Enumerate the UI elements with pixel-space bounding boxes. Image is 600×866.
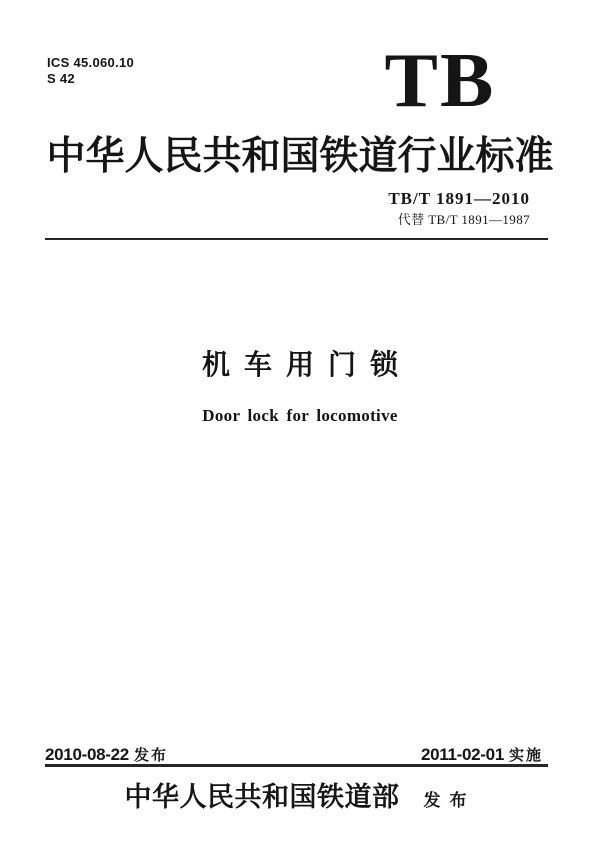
ics-code: ICS 45.060.10	[47, 55, 135, 70]
issue-label: 发布	[133, 747, 168, 764]
document-title-chinese: 机车用门锁	[201, 350, 412, 381]
dates-row	[45, 744, 543, 765]
standard-number: TB/T 1891—2010	[388, 189, 530, 208]
bottom-divider-rule	[45, 764, 548, 767]
top-divider-rule	[45, 238, 548, 240]
issue-date-line	[45, 744, 168, 765]
classification-codes	[47, 55, 134, 87]
issue-date: 2010-08-22	[45, 745, 129, 764]
implement-date: 2011-02-01	[420, 745, 504, 764]
standard-number-block	[388, 190, 530, 227]
publisher-name: 中华人民共和国铁道部	[124, 782, 400, 812]
standard-org-title: 中华人民共和国铁道行业标准	[46, 135, 554, 178]
publisher-row	[0, 782, 600, 812]
replaces-note: 代替 TB/T 1891—1987	[397, 212, 530, 227]
doc-class-code: S 42	[47, 71, 75, 86]
implement-label: 实施	[508, 747, 543, 764]
publisher-issue-label: 发布	[423, 791, 476, 810]
document-title-english: Door lock for locomotive	[202, 406, 398, 425]
implement-date-line	[421, 744, 543, 765]
tb-standard-logo: TB	[384, 37, 496, 123]
